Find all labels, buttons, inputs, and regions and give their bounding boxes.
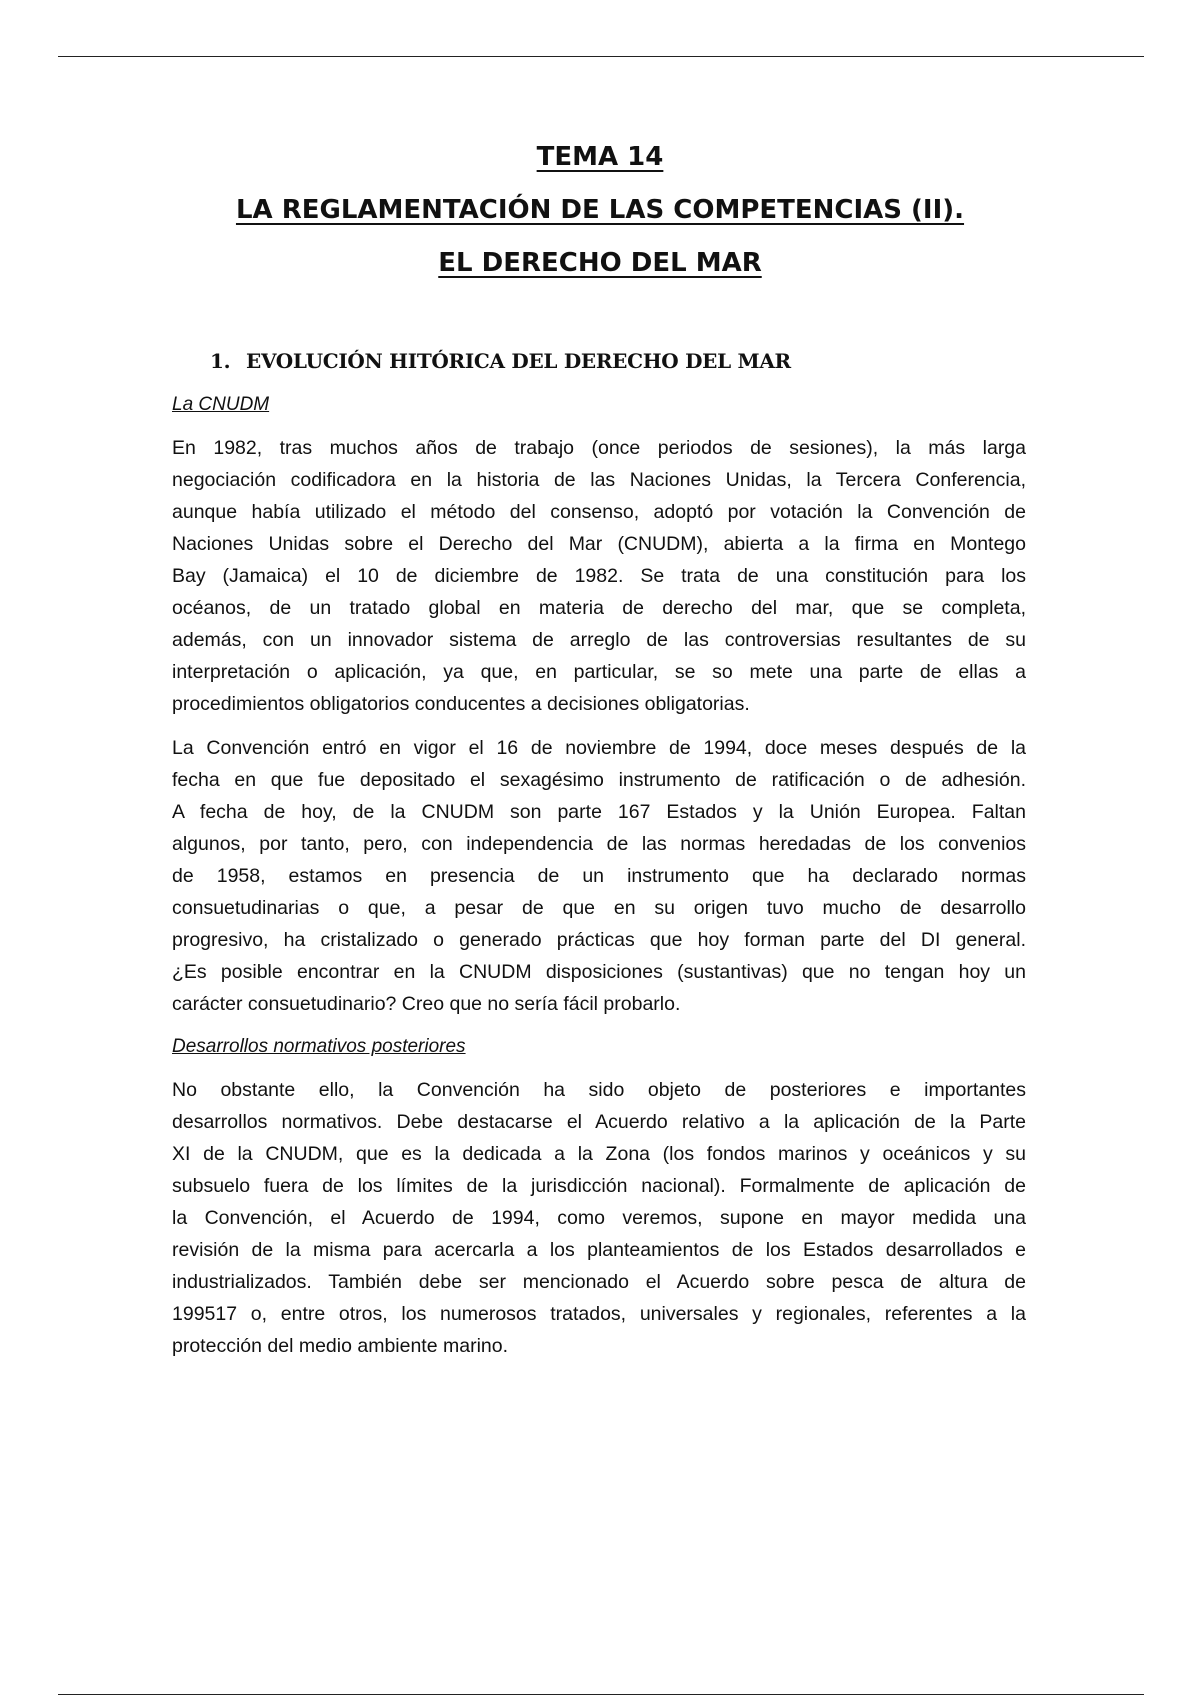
document-title [0, 136, 1200, 295]
title-line-3: EL DERECHO DEL MAR [438, 248, 762, 278]
top-rule [58, 56, 1144, 57]
document-body [172, 346, 1026, 1374]
section-heading [210, 346, 1026, 376]
paragraph: La Convención entró en vigor el 16 de noviembre de 1994, doce meses después de la fecha en que fue depositado el sexagésimo instrumento de ratificación o de adhesión. A fecha de hoy, de la CNUDM son parte 167 Estados y la Unión Europea. Faltan algunos, por tanto, pero, con independencia de las normas heredadas de los convenios de 1958, estamos en presencia de un instrumento que ha declarado normas consuetudinarias o que, a pesar de que en su origen tuvo mucho de desarrollo progresivo, ha cristalizado o generado prácticas que hoy forman parte del DI general. ¿Es posible encontrar en la CNUDM disposiciones (sustantivas) que no tengan hoy un carácter consuetudinario? Creo que no sería fácil probarlo. [172, 737, 1026, 1015]
paragraph: No obstante ello, la Convención ha sido objeto de posteriores e importantes desarrollos normativos. Debe destacarse el Acuerdo relativo a la aplicación de la Parte XI de la CNUDM, que es la dedicada a la Zona (los fondos marinos y oceánicos y su subsuelo fuera de los límites de la jurisdicción nacional). Formalmente de aplicación de la Convención, el Acuerdo de 1994, como veremos, supone en mayor medida una revisión de la misma para acercarla a los planteamientos de los Estados desarrollados e industrializados. También debe ser mencionado el Acuerdo sobre pesca de altura de 199517 o, entre otros, los numerosos tratados, universales y regionales, referentes a la protección del medio ambiente marino. [172, 1079, 1026, 1357]
title-line-2: LA REGLAMENTACIÓN DE LAS COMPETENCIAS (II). [235, 195, 965, 225]
paragraph: En 1982, tras muchos años de trabajo (once periodos de sesiones), la más larga negociación codificadora en la historia de las Naciones Unidas, la Tercera Conferencia, aunque había utilizado el método del consenso, adoptó por votación la Convención de Naciones Unidas sobre el Derecho del Mar (CNUDM), abierta a la firma en Montego Bay (Jamaica) el 10 de diciembre de 1982. Se trata de una constitución para los océanos, de un tratado global en materia de derecho del mar, que se completa, además, con un innovador sistema de arreglo de las controversias resultantes de su interpretación o aplicación, ya que, en particular, se so mete una parte de ellas a procedimientos obligatorios conducentes a decisiones obligatorias. [172, 437, 1026, 715]
subheading-cnudm: La CNUDM [172, 394, 270, 415]
subheading-desarrollos: Desarrollos normativos posteriores [172, 1036, 466, 1057]
title-line-1: TEMA 14 [536, 142, 664, 172]
bottom-rule [58, 1694, 1144, 1695]
section-number: 1. [210, 349, 231, 373]
section-title: EVOLUCIÓN HITÓRICA DEL DERECHO DEL MAR [246, 349, 791, 373]
